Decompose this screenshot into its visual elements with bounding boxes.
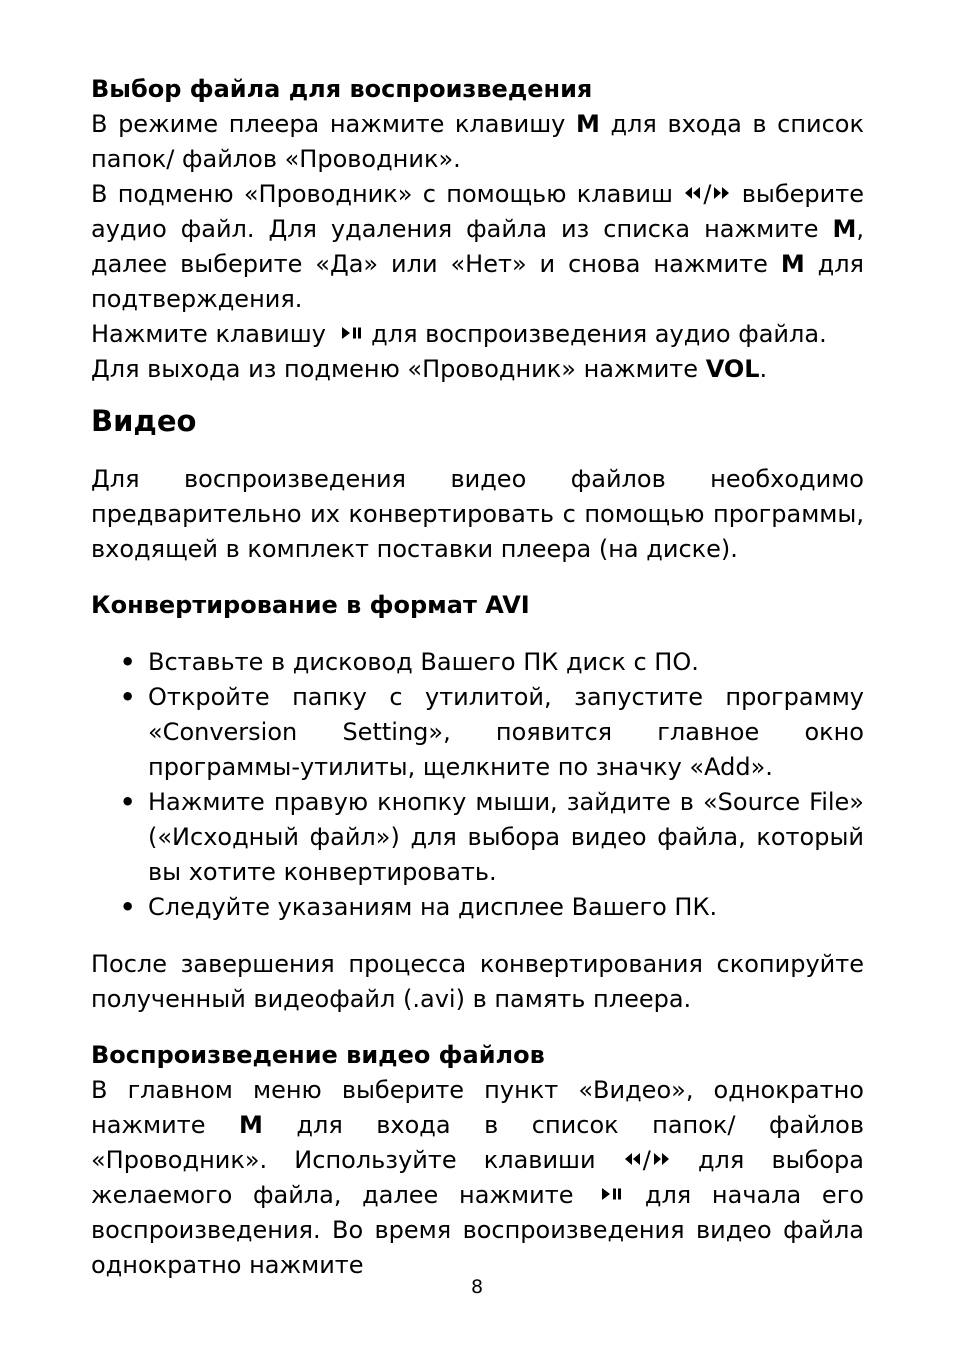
key-vol: VOL: [705, 355, 760, 383]
page-number: 8: [470, 1276, 484, 1298]
play-pause-icon: [594, 1186, 624, 1202]
paragraph-play-video: В главном меню выберите пункт «Видео», однократно нажмите M для входа в список папок/ файлов «Проводник». Используйте клавиши / для выбора желаемого файла, далее нажмите для начала его воспроизведения. Во время воспроизведения видео файла однократно нажмите: [91, 1076, 864, 1279]
list-item: • Нажмите правую кнопку мыши, зайдите в «Source File» («Исходный файл») для выбора видео файла, который вы хотите конвертировать.: [148, 785, 864, 890]
paragraph-exit-explorer: Для выхода из подменю «Проводник» нажмите VOL.: [91, 355, 768, 383]
key-m: M: [832, 215, 857, 243]
paragraph-open-explorer: В режиме плеера нажмите клавишу M для входа в список папок/ файлов «Проводник».: [91, 110, 864, 173]
list-item: • Вставьте в дисковод Вашего ПК диск с ПО.: [148, 645, 864, 680]
paragraph-video-intro: Для воспроизведения видео файлов необходимо предварительно их конвертировать с помощью программы, входящей в комплект поставки плеера (на диске).: [91, 465, 864, 563]
heading-file-select: Выбор файла для воспроизведения: [91, 75, 593, 103]
heading-convert-avi: Конвертирование в формат AVI: [91, 591, 530, 619]
paragraph-play-audio: Нажмите клавишу для воспроизведения аудио файла.: [91, 320, 827, 348]
document-page: [91, 72, 864, 1283]
heading-play-video: Воспроизведение видео файлов: [91, 1041, 545, 1069]
fast-forward-icon: [711, 185, 731, 201]
heading-video: Видео: [91, 404, 197, 438]
rewind-icon: [683, 185, 703, 201]
paragraph-copy-avi: После завершения процесса конвертирования скопируйте полученный видеофайл (.avi) в память плеера.: [91, 950, 864, 1013]
convert-steps-list: [91, 645, 864, 925]
list-item: • Откройте папку с утилитой, запустите программу «Conversion Setting», появится главное окно программы-утилиты, щелкните по значку «Add».: [148, 680, 864, 785]
key-m: M: [780, 250, 805, 278]
rewind-icon: [623, 1151, 643, 1167]
fast-forward-icon: [651, 1151, 671, 1167]
paragraph-select-file: В подменю «Проводник» с помощью клавиш / выберите аудио файл. Для удаления файла из списка нажмите M, далее выберите «Да» или «Нет» и снова нажмите M для подтверждения.: [91, 180, 864, 313]
key-m: M: [575, 110, 600, 138]
play-pause-icon: [334, 325, 364, 341]
key-m: M: [238, 1111, 263, 1139]
list-item: • Следуйте указаниям на дисплее Вашего ПК.: [148, 890, 864, 925]
